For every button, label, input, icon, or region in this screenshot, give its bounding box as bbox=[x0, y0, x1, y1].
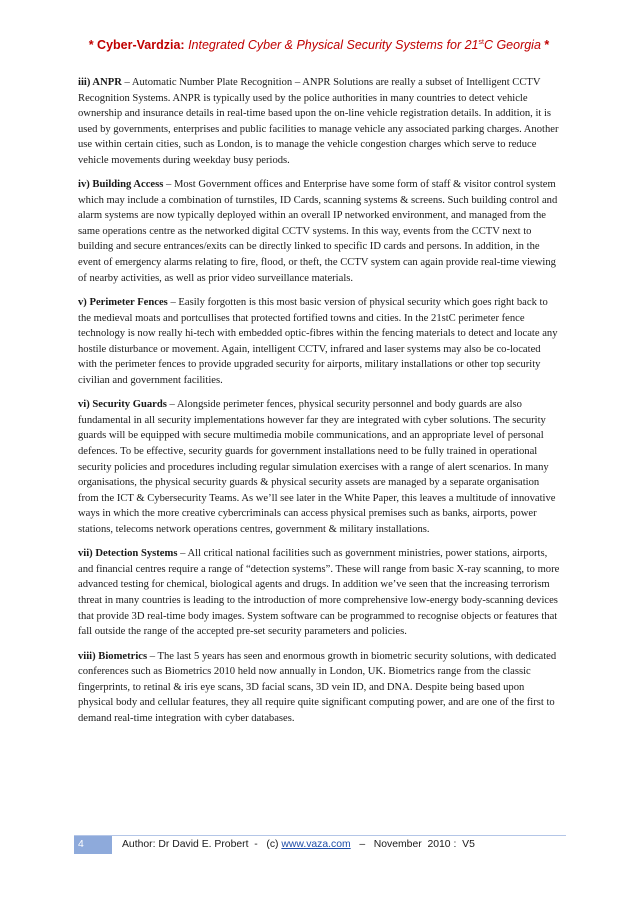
section-term: viii) Biometrics bbox=[78, 650, 148, 662]
section-term: vi) Security Guards bbox=[78, 399, 167, 411]
page-number: 4 bbox=[74, 836, 112, 854]
header-subtitle: Integrated Cyber & Physical Security Systems for 21 bbox=[188, 38, 479, 52]
header-superscript: st bbox=[478, 38, 484, 46]
section-detection-systems bbox=[78, 546, 562, 639]
header-suffix: C Georgia bbox=[483, 38, 541, 52]
footer-link[interactable]: www.vaza.com bbox=[281, 839, 351, 850]
footer-copyright: - (c) bbox=[248, 839, 279, 850]
page-content bbox=[78, 75, 562, 735]
section-body: – The last 5 years has seen and enormous growth in biometric security solutions, with dedicated conferences such as Biometrics 2010 held now annually in London, UK. Biometrics range from the classic fingerprints, to retinal & iris eye scans, 3D facial scans, 3D vein ID, and DNA. Despite being based upon physical body and cellular features, they all require quite significant computing power, and are one of the first to demand real-time integration with cyber databases. bbox=[78, 650, 557, 724]
footer-text bbox=[122, 836, 475, 854]
section-body: – Most Government offices and Enterprise have some form of staff & visitor control system which may include a combination of turnstiles, ID Cards, scanning systems & screens. Such building control and alarm systems are now typically deployed within an overall IP networked environment, and managed from the same operations centre as the networked digital CCTV systems. In this way, events from the CCTV next to building and secure entrances/exits can be directly linked to specific ID cards and persons. In addition, in the event of emergency alarms relating to fire, flood, or theft, the CCTV system can again provide real-time viewing of nearby activities, as well as prior video surveillance materials. bbox=[78, 179, 558, 284]
section-body: – Easily forgotten is this most basic version of physical security which goes right back to the medieval moats and portcullises that protected fortified towns and cities. In the 21stC perimeter fence technology is now really hi-tech with embedded optic-fibres within the fencing materials to detect and locate any hostile disturbance or movement. Again, intelligent CCTV, infrared and laser systems may also be co-located with the perimeter fences to provide upgraded security for airports, military installations or other top security civilian and government facilities. bbox=[78, 297, 558, 386]
section-body: – Alongside perimeter fences, physical security personnel and body guards are also fundamental in all security implementations however far they are integrated with cyber solutions. The security guards will be equipped with secure multimedia mobile communications, and an appropriate level of personal defences. To be effective, security guards for government installations need to be fully trained in operational security policies and procedures including regular simulation exercises with a range of alert scenarios. In many organisations, the physical security guards & physical security assets are managed by a separate organisation from the ICT & Cybersecurity Teams. As we’ll see later in the White Paper, this leaves a multitude of innovative ways in which the more creative cybercriminals can access physical premises such as banks, airports, power stations, telecoms network operations centres, government & military installations. bbox=[78, 399, 556, 535]
footer-date: – November 2010 : V5 bbox=[350, 839, 475, 850]
section-term: v) Perimeter Fences bbox=[78, 297, 168, 309]
section-building-access bbox=[78, 177, 562, 286]
section-perimeter-fences bbox=[78, 295, 562, 388]
header-brand: * Cyber-Vardzia: bbox=[88, 38, 185, 52]
section-body: – All critical national facilities such as government ministries, power stations, airports, and financial centres require a range of “detection systems”. These will range from basic X-ray scanning, to more advanced testing for chemical, biological agents and drugs. In addition we’ve seen that the increasing terrorism threat in many countries is leading to the introduction of more comprehensive low-energy body-scanning devices that provide 3D real-time body images. System software can be programmed to recognise objects or features that fall outside the range of the accepted pre-set security parameters and policies. bbox=[78, 548, 560, 638]
running-header bbox=[0, 38, 638, 52]
section-term: iii) ANPR bbox=[78, 77, 122, 88]
page-footer bbox=[74, 835, 566, 854]
section-term: vii) Detection Systems bbox=[78, 548, 178, 560]
section-anpr bbox=[78, 75, 562, 168]
section-body: – Automatic Number Plate Recognition – ANPR Solutions are really a subset of Intelligent CCTV Recognition Systems. ANPR is typically used by the police authorities in many countries to detect vehicle ownership and insurance details in real-time based upon the on-line vehicle registration details. In addition, it is used by governments, enterprises and public facilities to manage vehicle any associated parking charges. Another use within certain cities, such as London, is to manage the vehicle congestion charges which serve to reduce vehicle movements during weekday busy periods. bbox=[78, 77, 559, 166]
section-biometrics bbox=[78, 649, 562, 727]
footer-author: Author: Dr David E. Probert bbox=[122, 839, 249, 850]
section-security-guards bbox=[78, 397, 562, 537]
section-term: iv) Building Access bbox=[78, 179, 164, 191]
header-star: * bbox=[544, 38, 550, 52]
